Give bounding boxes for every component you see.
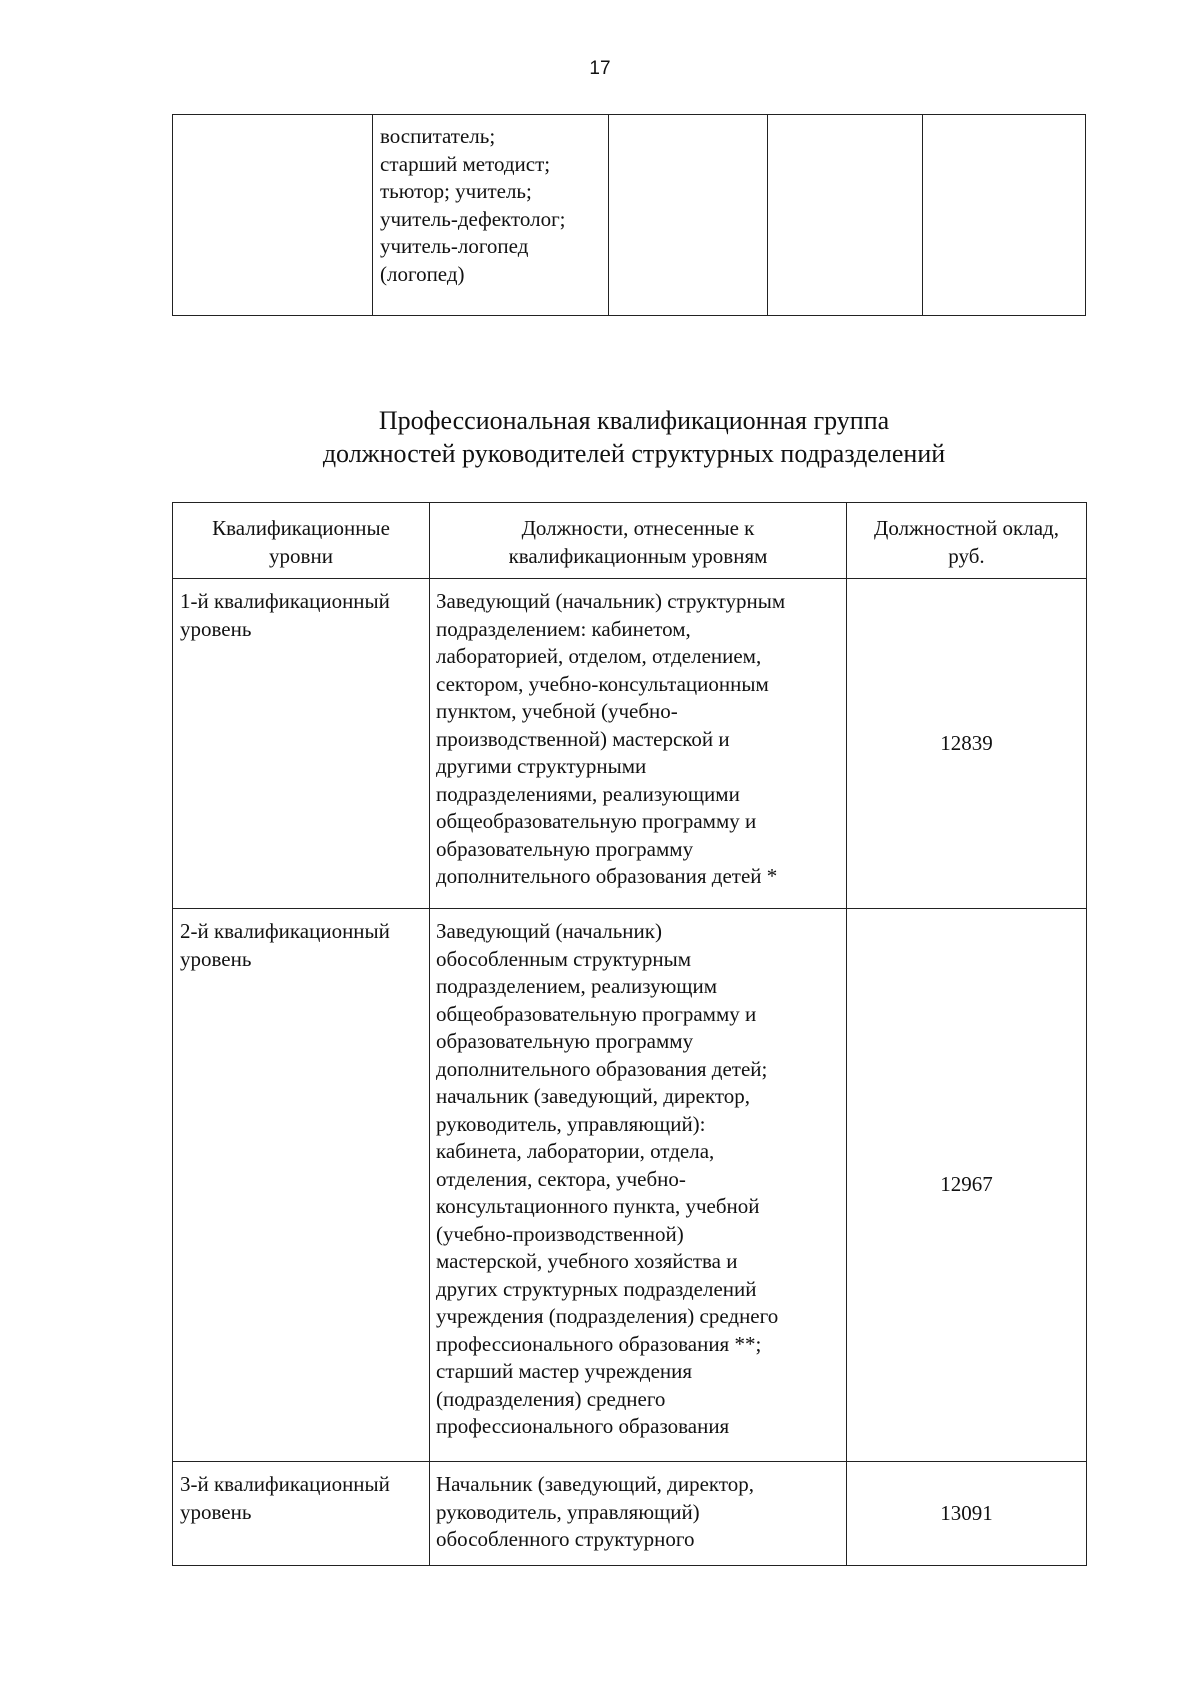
level-cell: 3-й квалификационный уровень: [173, 1462, 430, 1566]
table-row: [173, 115, 1086, 316]
continuation-table: [172, 114, 1086, 316]
level-cell: 1-й квалификационный уровень: [173, 579, 430, 909]
table-cell-empty: [923, 115, 1086, 316]
table-row: [173, 1462, 1087, 1566]
positions-cell: Заведующий (начальник) структурным подразделением: кабинетом, лабораторией, отделом, отделением, сектором, учебно-консультационным пунктом, учебной (учебно- производственной) мастерской и другими структурными подразделениями, реализующими общеобразовательную программу и образовательную программу дополнительного образования детей *: [430, 579, 847, 909]
header-positions: Должности, отнесенные к квалификационным уровням: [430, 503, 847, 579]
section-title-line: должностей руководителей структурных подразделений: [322, 439, 946, 468]
table-header-row: [173, 503, 1087, 579]
header-salary: Должностной оклад, руб.: [847, 503, 1087, 579]
positions-cell: Заведующий (начальник) обособленным структурным подразделением, реализующим общеобразовательную программу и образовательную программу дополнительного образования детей; начальник (заведующий, директор, руководитель, управляющий): кабинета, лаборатории, отдела, отделения, сектора, учебно- консультационного пункта, учебной (учебно-производственной) мастерской, учебного хозяйства и других структурных подразделений учреждения (подразделения) среднего профессионального образования **; старший мастер учреждения (подразделения) среднего профессионального образования: [430, 909, 847, 1462]
table-row: [173, 579, 1087, 909]
table-cell-empty: [609, 115, 768, 316]
salary-cell: 12839: [847, 579, 1087, 909]
header-levels: Квалификационные уровни: [173, 503, 430, 579]
salary-cell: 13091: [847, 1462, 1087, 1566]
table-cell-empty: [173, 115, 373, 316]
level-cell: 2-й квалификационный уровень: [173, 909, 430, 1462]
section-title-line: Профессиональная квалификационная группа: [378, 406, 890, 435]
page-number: 17: [589, 58, 611, 79]
table-row: [173, 909, 1087, 1462]
qualification-table: [172, 502, 1087, 1566]
section-title: [0, 404, 1200, 470]
positions-cell: Начальник (заведующий, директор, руководитель, управляющий) обособленного структурного: [430, 1462, 847, 1566]
salary-cell: 12967: [847, 909, 1087, 1462]
table-cell-empty: [768, 115, 923, 316]
positions-cell: воспитатель; старший методист; тьютор; учитель; учитель-дефектолог; учитель-логопед (логопед): [373, 115, 609, 316]
